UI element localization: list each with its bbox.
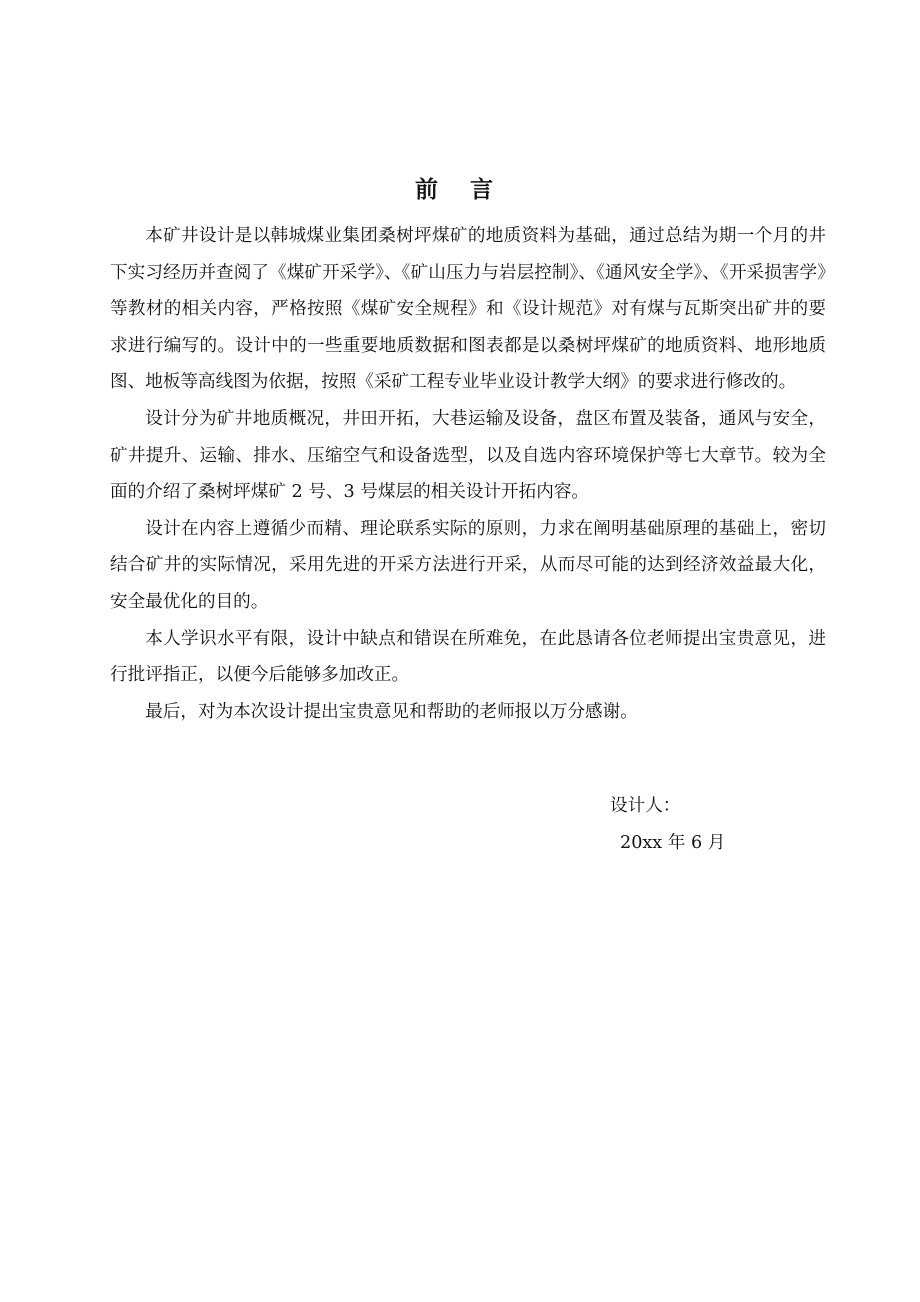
paragraph-1: 本矿井设计是以韩城煤业集团桑树坪煤矿的地质资料为基础，通过总结为期一个月的井下实习经历并查阅了《煤矿开采学》、《矿山压力与岩层控制》、《通风安全学》、《开采损害学》等教材的相关内容，严格按照《煤矿安全规程》和《设计规范》对有煤与瓦斯突出矿井的要求进行编写的。设计中的一些重要地质数据和图表都是以桑树坪煤矿的地质资料、地形地质图、地板等高线图为依据，按照《采矿工程专业毕业设计教学大纲》的要求进行修改的。 [110,226,826,393]
paragraph-4: 本人学识水平有限，设计中缺点和错误在所难免，在此恳请各位老师提出宝贵意见，进行批评指正，以便今后能够多加改正。 [110,628,826,686]
preface-body [110,218,826,730]
signature-date: 20xx 年 6 月 [620,833,726,853]
signature-block [610,788,830,862]
page-title: 前 言 [414,176,505,203]
paragraph-2: 设计分为矿井地质概况，井田开拓，大巷运输及设备，盘区布置及装备，通风与安全，矿井提升、运输、排水、压缩空气和设备选型，以及自选内容环境保护等七大章节。较为全面的介绍了桑树坪煤矿 2 号、3 号煤层的相关设计开拓内容。 [110,408,826,503]
paragraph-5: 最后，对为本次设计提出宝贵意见和帮助的老师报以万分感谢。 [145,701,638,722]
designer-label: 设计人： [610,796,681,816]
paragraph-3: 设计在内容上遵循少而精、理论联系实际的原则，力求在阐明基础原理的基础上，密切结合矿井的实际情况，采用先进的开采方法进行开采，从而尽可能的达到经济效益最大化，安全最优化的目的。 [110,518,826,612]
